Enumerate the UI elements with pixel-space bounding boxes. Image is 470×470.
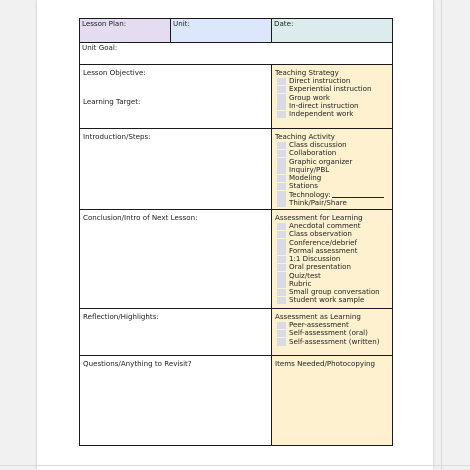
teaching-strategy-cell <box>272 65 393 129</box>
checkbox[interactable] <box>277 183 286 191</box>
checkbox[interactable] <box>277 272 286 280</box>
lesson-plan-label: Lesson Plan: <box>82 19 127 28</box>
checklist-label: Graphic organizer <box>289 156 353 166</box>
teaching-activity-list <box>274 141 390 207</box>
checklist-label: Independent work <box>289 109 354 119</box>
teaching-strategy-list <box>274 77 390 118</box>
checklist-label: Class discussion <box>289 140 347 150</box>
checklist-label: Rubric <box>289 278 312 288</box>
reflection-cell[interactable] <box>80 309 272 356</box>
checkbox[interactable] <box>277 166 286 174</box>
unit-field[interactable] <box>171 19 272 43</box>
checklist-item[interactable] <box>274 296 390 304</box>
checklist-item[interactable] <box>274 199 390 207</box>
checklist-label: Modeling <box>289 173 322 183</box>
checkbox[interactable] <box>277 111 286 119</box>
objective-cell[interactable] <box>80 65 272 129</box>
checklist-item[interactable] <box>274 110 390 118</box>
checklist-label: Experiential instruction <box>289 84 372 94</box>
checkbox[interactable] <box>277 102 286 110</box>
questions-label: Questions/Anything to Revisit? <box>83 359 192 368</box>
checkbox[interactable] <box>277 338 286 346</box>
checklist-label: Inquiry/PBL <box>289 164 330 174</box>
checkbox[interactable] <box>277 264 286 272</box>
checkbox[interactable] <box>277 256 286 264</box>
checkbox[interactable] <box>277 199 286 207</box>
checklist-label: Class observation <box>289 229 352 239</box>
introduction-label: Introduction/Steps: <box>83 132 151 141</box>
checkbox[interactable] <box>277 150 286 158</box>
checklist-label: Formal assessment <box>289 245 358 255</box>
checkbox[interactable] <box>277 231 286 239</box>
checkbox[interactable] <box>277 322 286 330</box>
conclusion-label: Conclusion/Intro of Next Lesson: <box>83 213 198 222</box>
checkbox[interactable] <box>277 142 286 150</box>
items-needed-cell[interactable] <box>272 356 393 446</box>
checkbox[interactable] <box>277 175 286 183</box>
checklist-label: Quiz/test <box>289 270 321 280</box>
checkbox[interactable] <box>277 94 286 102</box>
assessment-as-learning-cell <box>272 309 393 356</box>
unit-goal-field[interactable] <box>80 43 393 65</box>
scroll-track <box>441 0 442 470</box>
assessment-for-learning-list <box>274 222 390 305</box>
checkbox[interactable] <box>277 239 286 247</box>
lesson-plan-field[interactable] <box>80 19 171 43</box>
checklist-item[interactable] <box>274 338 390 346</box>
assessment-for-learning-cell <box>272 210 393 309</box>
checklist-label: Think/Pair/Share <box>289 197 347 207</box>
learning-target-label: Learning Target: <box>83 97 141 107</box>
checklist-label: Anecdotal comment <box>289 221 361 231</box>
checkbox[interactable] <box>277 78 286 86</box>
checkbox[interactable] <box>277 297 286 305</box>
conclusion-cell[interactable] <box>80 210 272 309</box>
date-label: Date: <box>274 19 294 28</box>
checklist-label: Group work <box>289 92 331 102</box>
page-divider <box>0 465 470 466</box>
checkbox[interactable] <box>277 330 286 338</box>
checklist-label: Peer-assessment <box>289 320 349 330</box>
reflection-label: Reflection/Highlights: <box>83 312 159 321</box>
assessment-as-learning-list <box>274 321 390 346</box>
teaching-strategy-title: Teaching Strategy <box>275 68 339 77</box>
unit-label: Unit: <box>173 19 190 28</box>
checkbox[interactable] <box>277 158 286 166</box>
lesson-plan-table <box>79 18 393 446</box>
questions-cell[interactable] <box>80 356 272 446</box>
assessment-as-learning-title: Assessment as Learning <box>275 312 361 321</box>
unit-goal-label: Unit Goal: <box>82 43 118 52</box>
checkbox[interactable] <box>277 289 286 297</box>
checkbox[interactable] <box>277 247 286 255</box>
date-field[interactable] <box>272 19 393 43</box>
checklist-label: Self-assessment (oral) <box>289 328 368 338</box>
checkbox[interactable] <box>277 280 286 288</box>
checklist-label: Conference/debrief <box>289 237 358 247</box>
checklist-label: Direct instruction <box>289 76 351 86</box>
items-needed-title: Items Needed/Photocopying <box>275 359 376 368</box>
checklist-label: Small group conversation <box>289 287 380 297</box>
checklist-label: Self-assessment (written) <box>289 336 380 346</box>
checkbox[interactable] <box>277 191 286 199</box>
teaching-activity-cell <box>272 129 393 210</box>
teaching-activity-title: Teaching Activity <box>275 132 335 141</box>
checklist-label: Technology: <box>289 189 331 199</box>
assessment-for-learning-title: Assessment for Learning <box>275 213 363 222</box>
checklist-label: In-direct instruction <box>289 100 359 110</box>
checklist-label: 1:1 Discussion <box>289 254 341 264</box>
checklist-label: Stations <box>289 181 318 191</box>
lesson-objective-label: Lesson Objective: <box>83 68 146 77</box>
checkbox[interactable] <box>277 86 286 94</box>
checkbox[interactable] <box>277 223 286 231</box>
introduction-cell[interactable] <box>80 129 272 210</box>
checklist-label: Oral presentation <box>289 262 351 272</box>
checklist-label: Collaboration <box>289 148 337 158</box>
checklist-label: Student work sample <box>289 295 365 305</box>
